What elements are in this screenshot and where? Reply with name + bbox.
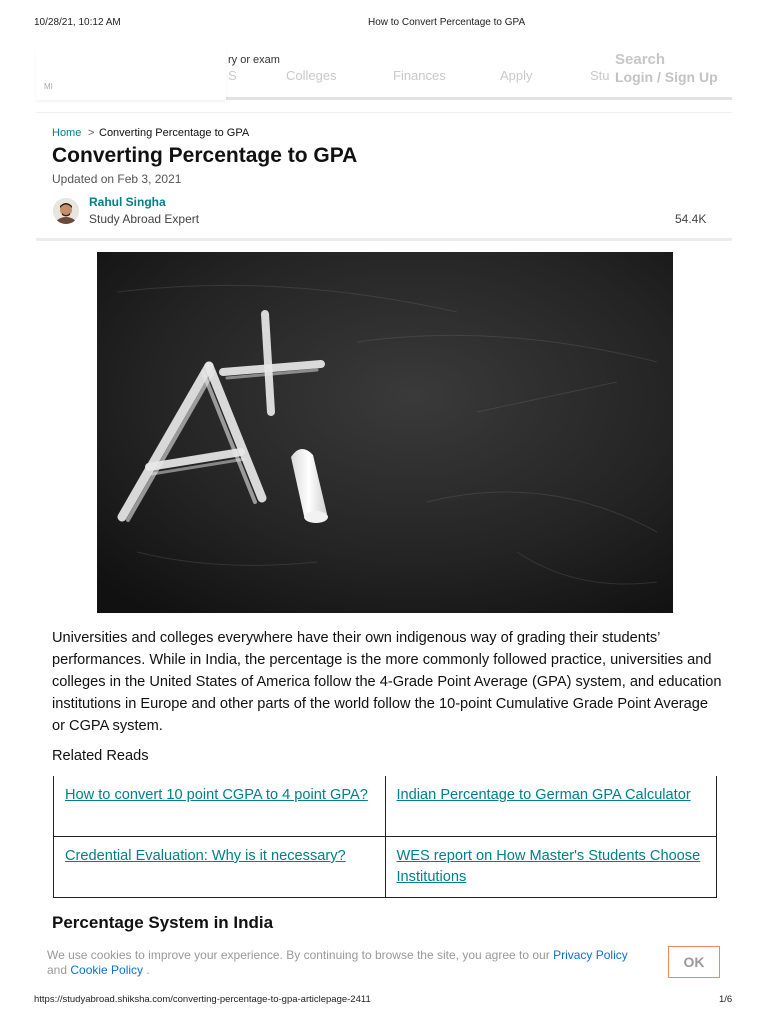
related-reads-heading: Related Reads: [52, 748, 149, 764]
cookie-message: [47, 948, 647, 978]
page-title: Converting Percentage to GPA: [52, 144, 358, 167]
cookie-policy-link[interactable]: Cookie Policy: [70, 963, 144, 977]
cookie-text-before: We use cookies to improve your experience. By continuing to browse the site, you agree to our: [47, 948, 554, 962]
byline-divider: [36, 238, 732, 241]
search-input[interactable]: ry or exam: [228, 54, 280, 66]
breadcrumb-home[interactable]: Home: [52, 127, 82, 139]
print-datetime: 10/28/21, 10:12 AM: [34, 17, 121, 28]
cookie-text-and: and: [47, 963, 71, 977]
related-link-cgpa-to-gpa[interactable]: How to convert 10 point CGPA to 4 point GPA?: [65, 787, 368, 803]
search-dropdown[interactable]: [36, 48, 226, 100]
avatar-image: [53, 198, 79, 224]
nav-item-courses[interactable]: S: [228, 68, 237, 83]
table-cell: [54, 776, 386, 837]
view-count: 54.4K: [675, 212, 707, 226]
table-cell: [385, 837, 717, 898]
nav-item-study-abroad[interactable]: Stu: [590, 68, 610, 83]
section-heading: Percentage System in India: [52, 913, 274, 932]
print-page-number: 1/6: [719, 994, 733, 1005]
related-link-wes-report[interactable]: WES report on How Master's Students Choose Institutions: [396, 848, 701, 885]
search-hint: MI: [44, 82, 53, 91]
table-cell: [54, 837, 386, 898]
chevron-right-icon: >: [88, 127, 95, 139]
cookie-ok-button[interactable]: OK: [668, 946, 720, 978]
login-signup-button[interactable]: Login / Sign Up: [615, 69, 718, 85]
related-link-credential-evaluation[interactable]: Credential Evaluation: Why is it necessary?: [65, 848, 346, 864]
privacy-policy-link[interactable]: Privacy Policy: [553, 948, 628, 962]
print-doc-title: How to Convert Percentage to GPA: [368, 17, 526, 28]
author-avatar[interactable]: [53, 198, 79, 224]
nav-item-colleges[interactable]: Colleges: [286, 68, 337, 83]
cookie-text-after: .: [143, 963, 150, 977]
related-link-german-gpa[interactable]: Indian Percentage to German GPA Calculator: [396, 787, 691, 803]
table-row: [54, 837, 717, 898]
breadcrumb-current: Converting Percentage to GPA: [99, 127, 250, 139]
table-cell: [385, 776, 717, 837]
nav-item-finances[interactable]: Finances: [393, 68, 446, 83]
updated-date: Updated on Feb 3, 2021: [52, 172, 182, 186]
search-button[interactable]: Search: [615, 51, 666, 68]
chalkboard-a-plus-illustration: [97, 252, 673, 613]
table-row: [54, 776, 717, 837]
author-name[interactable]: Rahul Singha: [89, 195, 166, 209]
header-divider-light: [36, 112, 732, 113]
nav-item-apply[interactable]: Apply: [500, 68, 533, 83]
print-url: https://studyabroad.shiksha.com/converting-percentage-to-gpa-articlepage-2411: [34, 994, 371, 1005]
related-reads-table: [53, 776, 717, 898]
author-role: Study Abroad Expert: [89, 212, 200, 226]
intro-paragraph: Universities and colleges everywhere have their own indigenous way of grading their students’ performances. While in India, the percentage is the more commonly followed practice, universities and colleges in the United States of America follow the 4-Grade Point Average (GPA) system, and education institutions in Europe and other parts of the world follow the 10-point Cumulative Grade Point Average or CGPA system.: [52, 630, 722, 734]
hero-image: [97, 252, 673, 613]
